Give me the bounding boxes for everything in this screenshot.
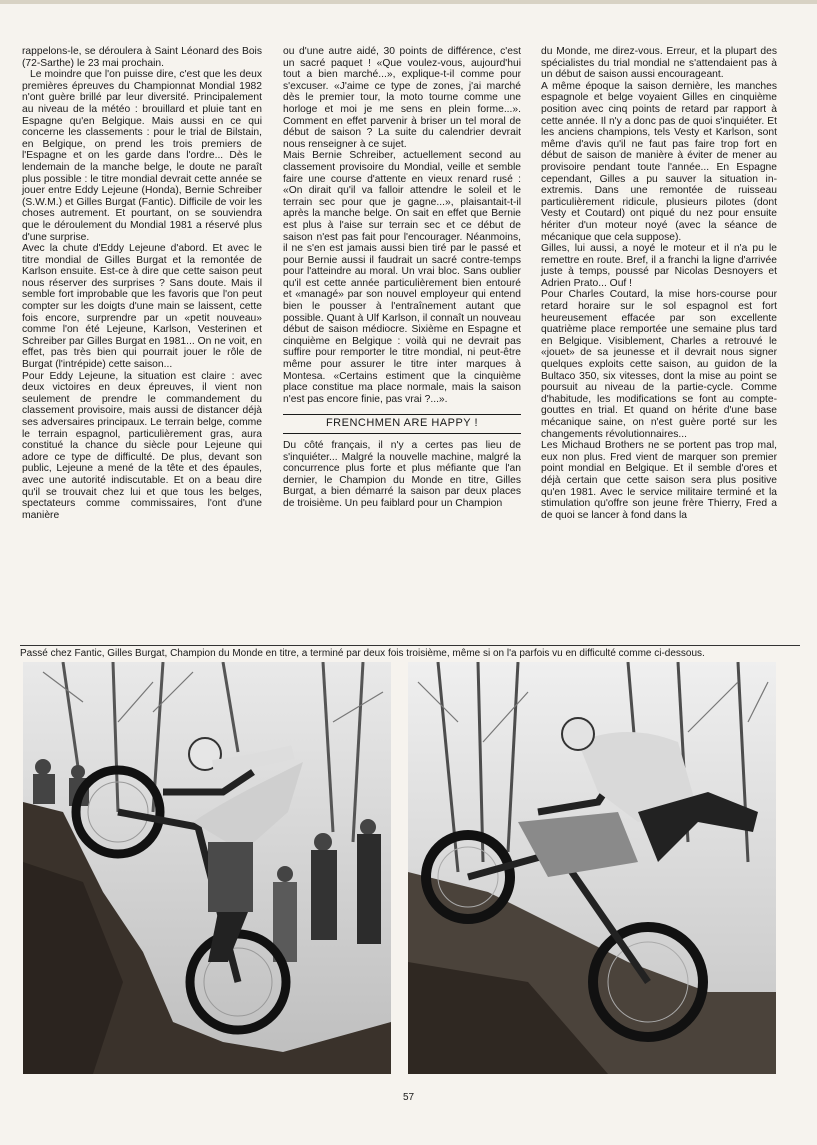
top-edge [0,0,817,4]
paragraph: rappelons-le, se déroulera à Saint Léonard des Bois (72-Sarthe) le 23 mai prochain. [22,46,262,69]
article-column-3 [541,46,777,521]
paragraph: A même époque la saison dernière, les manches espagnole et belge voyaient Gilles en cinquième position avec cinq points de retard par rapport à cette année. Il n'y a donc pas de quoi s'inquiéter. Et les anciens champions, tels Vesty et Karlson, sont même d'avis qu'il ne faut pas faire trop fort en début de saison de manière à éviter de mener au provisoire pendant toute l'année... En Espagne cependant, Gilles a pu sauver la situation in-extremis. Dans une remontée de ruisseau particulièrement ridicule, plusieurs pilotes (dont Vesty et Coutard) ont piqué du nez pour ensuite hériter d'un moteur noyé (avec la séance de mécanique que cela suppose). [541,80,777,243]
paragraph: du Monde, me direz-vous. Erreur, et la plupart des spécialistes du trial mondial ne s'attendaient pas à un début de saison aussi encourageant. [541,46,777,81]
paragraph: Les Michaud Brothers ne se portent pas trop mal, eux non plus. Fred vient de marquer son premier point mondial en Belgique. Et il semble d'ores et déjà certain que cette saison sera plus positive qu'en 1981. Avec le service militaire terminé et la stimulation qu'offre son jeune frère Thierry, Fred a de quoi se lancer à fond dans la [541,440,777,521]
paragraph: Du côté français, il n'y a certes pas lieu de s'inquiéter... Malgré la nouvelle machine, malgré la concurrence plus forte et plus méfiante que l'an dernier, le Champion du Monde en titre, Gilles Burgat, a bien démarré la saison par deux places de troisième. Un peu faiblard pour un Champion [283,440,521,509]
article-column-1 [22,46,262,521]
paragraph: Mais Bernie Schreiber, actuellement second au classement provisoire du Mondial, veille et semble faire une course d'attente en vieux renard rusé : «On dirait qu'il va falloir attendre le soleil et le terrain sec pour que je gagne...», plaisantait-t-il après la manche belge. On sait en effet que Bernie est plus à l'aise sur terrain sec et ce début de saison n'est pas fait pour l'encourager. Néanmoins, il ne s'en est jamais aussi bien tiré par le passé et pour Bernie aussi il faudrait un sacré contre-temps pour l'atteindre au moral. Un vrai bloc. Sans oublier qu'il est cette année particulièrement bien entouré et «managé» par son nouvel employeur qui entend bien le pousser à l'entraînement autant que possible. Quant à Ulf Karlson, il connaît un nouveau début de saison médiocre. Sixième en Espagne et cinquième en Belgique : voilà qui ne devrait pas suffire pour remporter le titre mondial, ni peut-être même pour assurer le titre inter marques à Montesa. «Certains estiment que la cinquième place constitue ma place normale, mais la saison n'est pas encore finie, pas vrai ?...». [283,150,521,405]
paragraph: Avec la chute d'Eddy Lejeune d'abord. Et avec le titre mondial de Gilles Burgat et la remontée de Karlson ensuite. Est-ce à dire que cette saison peut nous réserver des surprises ? Sans doute. Mais il semble fort improbable que les favoris que l'on peut compter sur les doigts d'une main se laissent, cette fois encore, surprendre par un «petit nouveau» comme l'on été Lejeune, Karlson, Vesterinen et Schreiber par Gilles Burgat en 1981... On ne voit, en effet, pas très bien qui pourrait jouer le rôle de Burgat (l'intrépide) cette saison... [22,243,262,371]
photo-rider-left [23,662,391,1074]
paragraph: Gilles, lui aussi, a noyé le moteur et il n'a pu le remettre en route. Bref, il a franchi la ligne d'arrivée juste à temps, poussé par Nicolas Desnoyers et Adrien Prato... Ouf ! [541,243,777,289]
paragraph: Le moindre que l'on puisse dire, c'est que les deux premières épreuves du Championnat Mondial 1982 n'ont guère brillé par leur diversité. Principalement au niveau de la météo : brouillard et pluie tant en Espagne qu'en Belgique. Mais aussi en ce qui concerne les classements : pour le trial de Bilstain, en Belgique, on prend les trois premiers de l'Espagne et on les garde dans l'ordre... Dès le lendemain de la manche belge, le doute ne paraît plus possible : le titre mondial devrait cette année se jouer entre Eddy Lejeune (Honda), Bernie Schreiber (S.W.M.) et Gilles Burgat (Fantic). Difficile de voir les choses autrement. Et pourtant, on se souviendra que le déroulement du Mondial 1981 a réservé plus d'une surprise. [22,69,262,243]
paragraph: Pour Eddy Lejeune, la situation est claire : avec deux victoires en deux épreuves, il vient non seulement de prendre le commandement du classement provisoire, mais aussi de distancer déjà ses adversaires principaux. Le terrain belge, comme le terrain espagnol, particulièrement gras, aura constitué la chance du siècle pour Lejeune qui adore ce type de difficulté. De plus, devant son public, Lejeune a mené de la tête et des épaules, avec une autorité indiscutable. Et on a beau dire qu'il se trouvait chez lui et que tous les belges, spectateurs comme commissaires, l'ont d'une manière [22,370,262,521]
paragraph: ou d'une autre aidé, 30 points de différence, c'est un sacré paquet ! «Que voulez-vous, aujourd'hui tout a bien marché...», explique-t-il comme pour s'excuser. «J'aime ce type de zones, j'ai marché dès le premier tour, la moto tourne comme une horloge et moi je me sens en plein forme...». Comment en effet parvenir à briser un tel moral de début de saison ? La suite du calendrier devrait nous renseigner à ce sujet. [283,46,521,150]
paragraph: Pour Charles Coutard, la mise hors-course pour retard horaire sur le sol espagnol est fort heureusement effacée par son excellente quatrième place remportée une semaine plus tard en Belgique. Visiblement, Charles a retrouvé le «jouet» de sa jeunesse et il devrait nous signer quelques exploits cette saison, au guidon de la Bultaco 350, six vitesses, dont la mise au point se poursuit au niveau de la partie-cycle. Comme d'habitude, les modifications se font au compte-gouttes en trial. Et quand on hérite d'une base mécanique saine, on n'est guère porté sur les changements révolutionnaires... [541,289,777,440]
section-heading: FRENCHMEN ARE HAPPY ! [283,414,521,434]
page-number: 57 [402,1092,415,1103]
photo-caption: Passé chez Fantic, Gilles Burgat, Champion du Monde en titre, a terminé par deux fois troisième, même si on l'a parfois vu en difficulté comme ci-dessous. [20,645,800,660]
article-column-2 [283,46,521,510]
photo-rider-right [408,662,776,1074]
